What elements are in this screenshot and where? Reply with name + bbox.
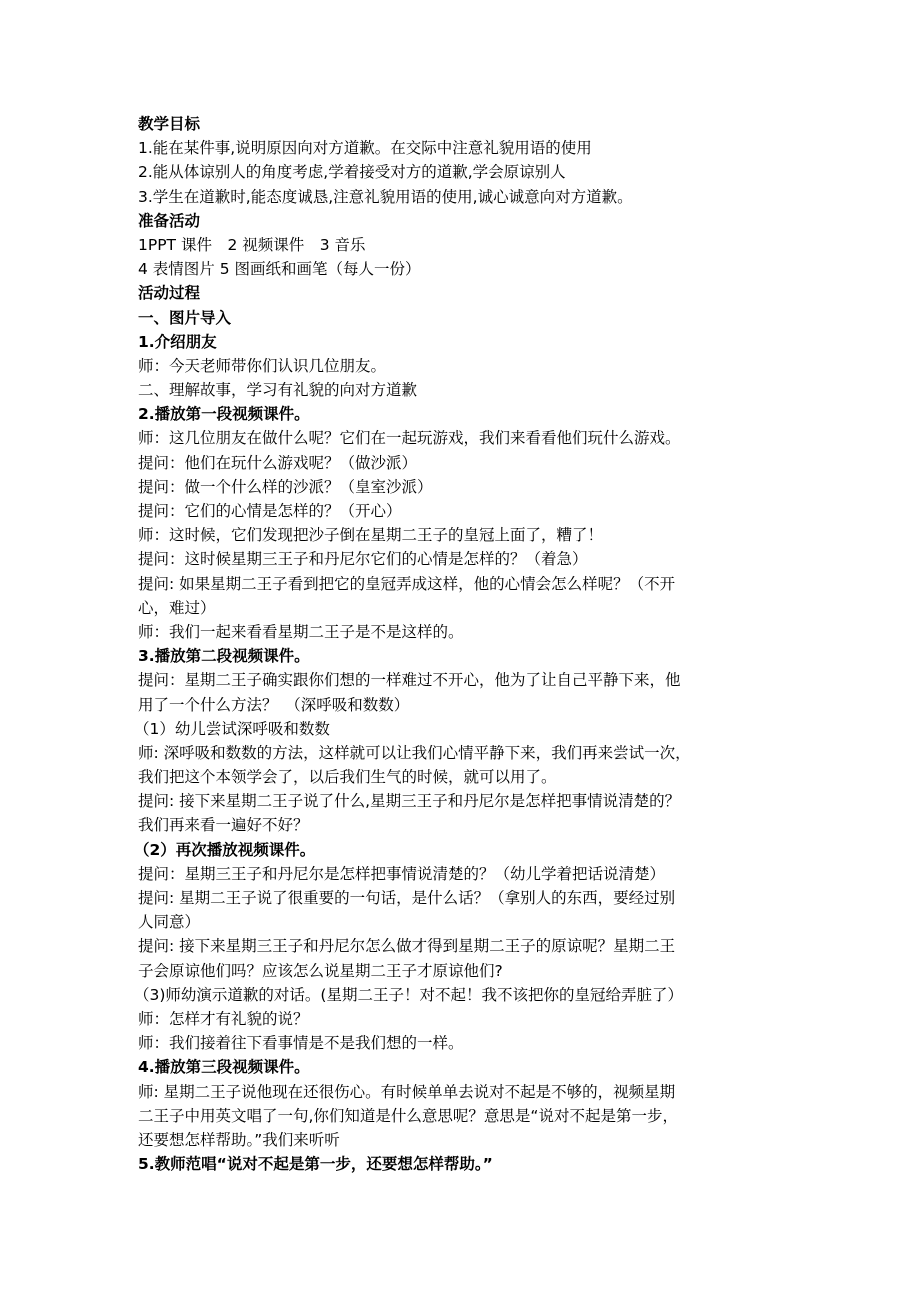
text-line: 提问：它们的心情是怎样的？（开心） — [138, 502, 402, 520]
text-line: 二、理解故事，学习有礼貌的向对方道歉 — [138, 381, 418, 400]
text-line: 子会原谅他们吗？应该怎么说星期二王子才原谅他们? — [138, 961, 503, 980]
section-heading: 3.播放第二段视频课件。 — [138, 647, 310, 666]
text-line: 人同意） — [138, 913, 201, 932]
text-line: 还要想怎样帮助。”我们来听听 — [138, 1130, 340, 1149]
text-line: 1PPT 课件 2 视频课件 3 音乐 — [138, 235, 366, 254]
text-line: 1.能在某件事,说明原因向对方道歉。在交际中注意礼貌用语的使用 — [138, 139, 592, 158]
text-line: 提问：做一个什么样的沙派？（皇室沙派） — [138, 477, 433, 496]
text-line: 4 表情图片 5 图画纸和画笔（每人一份） — [138, 260, 421, 279]
text-line: 师：我们接着往下看事情是不是我们想的一样。 — [138, 1034, 464, 1053]
text-line: 提问: 星期二王子说了很重要的一句话，是什么话？（拿别人的东西，要经过别 — [138, 889, 676, 907]
text-line: 师: 深呼吸和数数的方法，这样就可以让我们心情平静下来，我们再来尝试一次， — [138, 743, 691, 762]
text-line: 提问：他们在玩什么游戏呢？（做沙派） — [138, 453, 418, 472]
text-line: 我们再来看一遍好不好？ — [138, 816, 309, 835]
section-heading: 4.播放第三段视频课件。 — [138, 1058, 310, 1077]
text-line: 提问：星期三王子和丹尼尔是怎样把事情说清楚的？（幼儿学着把话说清楚） — [138, 864, 666, 883]
document-page — [134, 112, 788, 1176]
text-line: 提问: 接下来星期三王子和丹尼尔怎么做才得到星期二王子的原谅呢？星期二王 — [138, 937, 676, 956]
text-line: 二王子中用英文唱了一句,你们知道是什么意思呢？意思是“说对不起是第一步， — [138, 1106, 678, 1125]
section-heading: 教学目标 — [138, 115, 201, 133]
section-heading: 5.教师范唱“说对不起是第一步，还要想怎样帮助。” — [138, 1155, 493, 1174]
text-line: （1）幼儿尝试深呼吸和数数 — [134, 719, 330, 738]
text-line: 提问：星期二王子确实跟你们想的一样难过不开心，他为了让自己平静下来，他 — [138, 671, 681, 690]
text-line: 师：这几位朋友在做什么呢？它们在一起玩游戏，我们来看看他们玩什么游戏。 — [138, 429, 681, 448]
section-heading: （2）再次播放视频课件。 — [134, 840, 316, 859]
text-line: （3)师幼演示道歉的对话。(星期二王子！对不起！我不该把你的皇冠给弄脏了） — [134, 985, 683, 1004]
section-heading: 一、图片导入 — [138, 308, 232, 327]
text-line: 师: 星期二王子说他现在还很伤心。有时候单单去说对不起是不够的，视频星期 — [138, 1082, 676, 1101]
text-line: 提问: 如果星期二王子看到把它的皇冠弄成这样，他的心情会怎么样呢？（不开 — [138, 574, 676, 593]
text-line: 2.能从体谅别人的角度考虑,学着接受对方的道歉,学会原谅别人 — [138, 163, 566, 182]
text-line: 提问: 接下来星期二王子说了什么,星期三王子和丹尼尔是怎样把事情说清楚的？ — [138, 792, 681, 811]
text-line: 用了一个什么方法？ （深呼吸和数数） — [138, 695, 410, 714]
section-heading: 准备活动 — [138, 211, 201, 230]
text-line: 3.学生在道歉时,能态度诚恳,注意礼貌用语的使用,诚心诚意向对方道歉。 — [138, 187, 633, 206]
section-heading: 1.介绍朋友 — [138, 332, 217, 351]
text-line: 师：我们一起来看看星期二王子是不是这样的。 — [138, 622, 464, 641]
text-line: 师：今天老师带你们认识几位朋友。 — [138, 356, 387, 375]
text-line: 心，难过） — [138, 598, 216, 617]
section-heading: 2.播放第一段视频课件。 — [138, 405, 310, 424]
text-line: 师：这时候，它们发现把沙子倒在星期二王子的皇冠上面了，糟了！ — [138, 526, 604, 545]
text-line: 我们把这个本领学会了，以后我们生气的时候，就可以用了。 — [138, 768, 557, 787]
section-heading: 活动过程 — [138, 284, 201, 303]
text-line: 师：怎样才有礼貌的说？ — [138, 1009, 309, 1028]
text-line: 提问：这时候星期三王子和丹尼尔它们的心情是怎样的？（着急） — [138, 550, 588, 569]
